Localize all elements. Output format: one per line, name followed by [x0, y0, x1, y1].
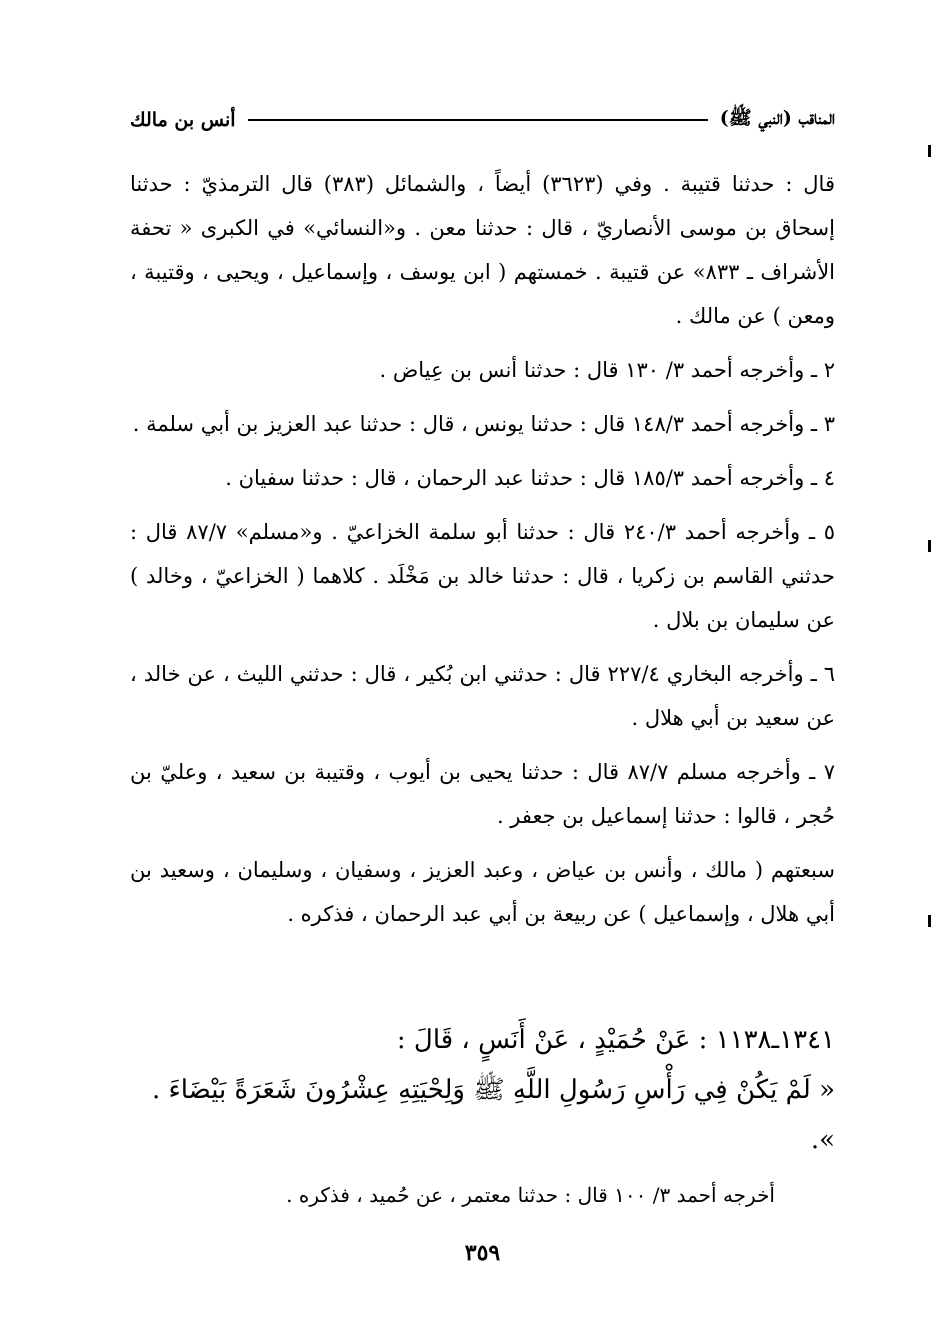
margin-mark	[928, 540, 931, 552]
paragraph-5: ٥ ـ وأخرجه أحمد ٢٤٠/٣ قال : حدثنا أبو سلمة الخزاعيّ . و«مسلم» ٨٧/٧ قال : حدثني القاسم بن زكريا ، قال : حدثنا خالد بن مَخْلَد . كلاهما ( الخزاعيّ ، وخالد ) عن سليمان بن بلال .	[130, 520, 835, 632]
hadith-number-line: ١٣٤١ـ١١٣٨ : عَنْ حُمَيْدٍ ، عَنْ أَنَسٍ ، قَالَ :	[396, 1025, 835, 1055]
commentary-text	[130, 162, 835, 936]
margin-mark	[928, 145, 931, 157]
running-header	[130, 100, 835, 140]
hadith-text: « لَمْ يَكُنْ فِي رَأْسِ رَسُولِ اللَّهِ ﷺ وَلِحْيَتِهِ عِشْرُونَ شَعَرَةً بَيْضَاءَ . ».	[151, 1075, 835, 1155]
paragraph-3: ٣ ـ وأخرجه أحمد ١٤٨/٣ قال : حدثنا يونس ، قال : حدثنا عبد العزيز بن أبي سلمة .	[132, 412, 835, 436]
header-chapter-title: المناقب (النبي ﷺ)	[719, 107, 835, 129]
paragraph-2: ٢ ـ وأخرجه أحمد ٣/ ١٣٠ قال : حدثنا أنس بن عِياض .	[379, 358, 835, 382]
paragraph-summary: سبعتهم ( مالك ، وأنس بن عياض ، وعبد العزيز ، وسفيان ، وسليمان ، وسعيد بن أبي هلال ، وإسماعيل ) عن ربيعة بن أبي عبد الرحمان ، فذكره .	[130, 858, 835, 926]
hadith-takhrij: أخرجه أحمد ٣/ ١٠٠ قال : حدثنا معتمر ، عن حُميد ، فذكره .	[286, 1183, 775, 1207]
paragraph-4: ٤ ـ وأخرجه أحمد ١٨٥/٣ قال : حدثنا عبد الرحمان ، قال : حدثنا سفيان .	[225, 466, 835, 490]
paragraph-intro: قال : حدثنا قتيبة . وفي (٣٦٢٣) أيضاً ، والشمائل (٣٨٣) قال الترمذيّ : حدثنا إسحاق بن موسى الأنصاريّ ، قال : حدثنا معن . و«النسائي» في الكبرى « تحفة الأشراف ـ ٨٣٣» عن قتيبة . خمستهم ( ابن يوسف ، وإسماعيل ، ويحيى ، وقتيبة ، ومعن ) عن مالك .	[130, 172, 835, 328]
hadith-block	[130, 1015, 835, 1165]
page-number: ٣٥٩	[464, 1240, 501, 1266]
header-rule	[248, 119, 708, 121]
paragraph-7: ٧ ـ وأخرجه مسلم ٨٧/٧ قال : حدثنا يحيى بن أيوب ، وقتيبة بن سعيد ، وعليّ بن حُجر ، قالوا : حدثنا إسماعيل بن جعفر .	[130, 760, 835, 828]
margin-mark	[928, 915, 931, 927]
paragraph-6: ٦ ـ وأخرجه البخاري ٢٢٧/٤ قال : حدثني ابن بُكير ، قال : حدثني الليث ، عن خالد ، عن سعيد بن أبي هلال .	[130, 662, 835, 730]
header-section-title: أنس بن مالك	[130, 109, 236, 131]
book-page	[130, 90, 835, 1290]
